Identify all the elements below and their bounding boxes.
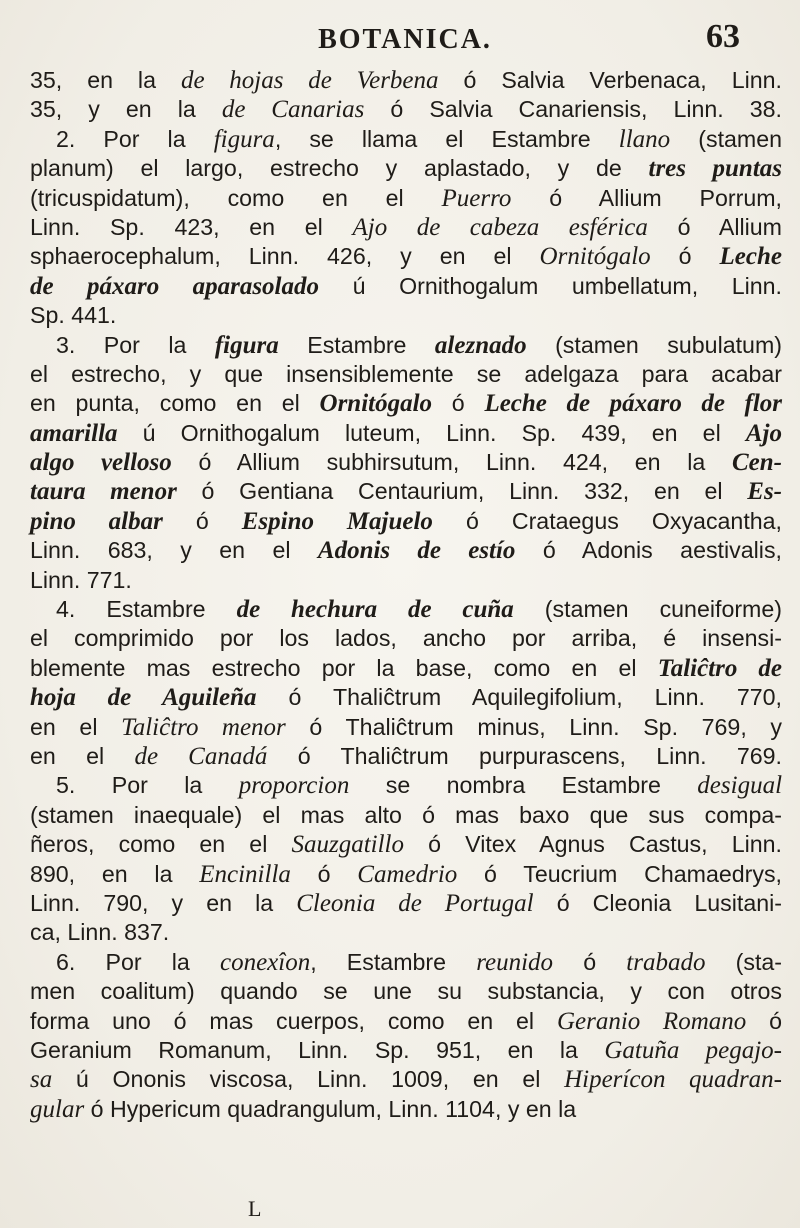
text-run: ú Ornithogalum umbellatum, Linn.: [319, 272, 783, 299]
text-run: ó Allium: [647, 213, 783, 240]
text-line: [30, 507, 782, 536]
text-run: en punta, como en el: [30, 390, 320, 417]
text-line: [30, 889, 782, 918]
text-run: ó Cleonia Lusitani-: [533, 889, 783, 916]
text-line: [30, 272, 782, 301]
text-run: (sta-: [705, 948, 783, 975]
text-line: [30, 713, 782, 742]
text-run: el comprimido por los lados, ancho por arriba, é insensi-: [30, 625, 782, 652]
text-line: [30, 801, 782, 830]
text-run: 6. Por la: [56, 948, 220, 975]
text-run: ó Salvia Canariensis, Linn. 38.: [364, 96, 782, 123]
emphasis-text: tres puntas: [648, 155, 783, 183]
emphasis-text: desigual: [697, 772, 783, 800]
running-title: BOTANICA.: [318, 24, 492, 55]
emphasis-text: pino albar: [30, 507, 163, 535]
text-line: [30, 683, 782, 712]
text-run: (tricuspidatum), como en el: [30, 184, 442, 211]
emphasis-text: Es-: [747, 478, 782, 506]
text-run: ó Teucrium Chamaedrys,: [457, 860, 782, 887]
emphasis-text: hoja de Aguileña: [30, 684, 257, 712]
text-line: [30, 301, 782, 330]
text-run: (stamen subulatum): [526, 331, 782, 358]
text-line: [30, 242, 782, 271]
text-line: [30, 742, 782, 771]
emphasis-text: Leche de páxaro de flor: [484, 390, 783, 418]
emphasis-text: Ajo de cabeza esférica: [352, 213, 648, 241]
text-run: ó: [162, 507, 242, 534]
text-run: 3. Por la: [56, 331, 215, 358]
text-line: [30, 154, 782, 183]
emphasis-text: figura: [214, 331, 279, 359]
emphasis-text: de Canarias: [221, 96, 365, 124]
text-run: Sp. 441.: [30, 302, 117, 329]
text-run: 4. Estambre: [56, 596, 237, 623]
emphasis-text: de Canadá: [134, 742, 268, 770]
emphasis-text: Puerro: [441, 184, 512, 212]
text-line: [30, 184, 782, 213]
text-line: [30, 830, 782, 859]
text-run: ó Allium Porrum,: [511, 184, 782, 211]
text-line: [30, 624, 782, 653]
text-run: en el: [30, 742, 135, 769]
text-run: Linn. Sp. 423, en el: [30, 213, 353, 240]
text-run: (stamen cuneiforme): [513, 596, 782, 623]
text-line: [30, 331, 782, 360]
emphasis-text: llano: [618, 125, 671, 153]
text-run: Linn. 771.: [30, 566, 132, 593]
text-run: ó Vitex Agnus Castus, Linn.: [404, 831, 782, 858]
emphasis-text: conexîon: [219, 948, 311, 976]
emphasis-text: Ornitógalo: [319, 390, 433, 418]
text-run: Geranium Romanum, Linn. Sp. 951, en la: [30, 1036, 605, 1063]
text-line: [30, 213, 782, 242]
text-line: [30, 654, 782, 683]
text-run: 2. Por la: [56, 125, 214, 152]
text-run: men coalitum) quando se une su substancia, y con otros: [30, 978, 782, 1005]
emphasis-text: Ornitógalo: [539, 243, 651, 271]
text-run: ó Thaliĉtrum minus, Linn. Sp. 769, y: [285, 713, 782, 740]
text-line: [30, 477, 782, 506]
text-line: [30, 860, 782, 889]
text-run: , Estambre: [310, 948, 477, 975]
text-line: [30, 1095, 782, 1124]
emphasis-text: Cleonia de Portugal: [296, 889, 534, 917]
emphasis-text: Ajo: [745, 419, 782, 447]
text-run: ó Adonis aestivalis,: [515, 537, 782, 564]
emphasis-text: Taliĉtro de: [657, 654, 782, 682]
text-run: Linn. 790, y en la: [30, 889, 297, 916]
text-run: planum) el largo, estrecho y aplastado, y de: [30, 155, 649, 182]
text-run: ó: [650, 243, 720, 270]
emphasis-text: Hiperícon quadran-: [564, 1066, 783, 1094]
emphasis-text: de páxaro aparasolado: [30, 272, 320, 300]
text-run: ó: [553, 948, 627, 975]
emphasis-text: gular: [30, 1095, 85, 1123]
text-run: ú Ornithogalum luteum, Linn. Sp. 439, en el: [117, 419, 746, 446]
text-run: ó Thaliĉtrum Aquilegifolium, Linn. 770,: [256, 684, 783, 711]
text-line: [30, 771, 782, 800]
text-run: ó Gentiana Centaurium, Linn. 332, en el: [176, 478, 748, 505]
text-line: [30, 1036, 782, 1065]
emphasis-text: trabado: [626, 948, 706, 976]
text-run: se nombra Estambre: [349, 772, 698, 799]
text-line: [30, 1007, 782, 1036]
text-run: ó Crataegus Oxyacantha,: [432, 507, 783, 534]
emphasis-text: Gatuña pegajo-: [604, 1036, 782, 1064]
text-line: [30, 66, 782, 95]
text-run: 35, y en la: [30, 96, 222, 123]
emphasis-text: Espino Majuelo: [241, 507, 433, 535]
emphasis-text: de hojas de Verbena: [180, 67, 439, 94]
emphasis-text: taura menor: [30, 478, 177, 506]
body-text: [30, 66, 782, 1124]
emphasis-text: Adonis de estío: [317, 537, 516, 565]
text-run: forma uno ó mas cuerpos, como en el: [30, 1007, 557, 1034]
emphasis-text: Geranio Romano: [556, 1007, 747, 1035]
text-line: [30, 977, 782, 1006]
text-line: [30, 948, 782, 977]
text-line: [30, 1065, 782, 1094]
text-run: ó: [746, 1007, 782, 1034]
text-run: (stamen: [670, 125, 783, 152]
text-line: [30, 419, 782, 448]
text-line: [30, 389, 782, 418]
text-line: [30, 360, 782, 389]
emphasis-text: reunido: [476, 948, 554, 976]
emphasis-text: de hechura de cuña: [236, 596, 514, 624]
text-run: ó: [290, 860, 358, 887]
text-run: 890, en la: [30, 860, 200, 887]
emphasis-text: Encinilla: [199, 860, 291, 888]
text-run: en el: [30, 713, 122, 740]
emphasis-text: Camedrio: [357, 860, 458, 888]
text-run: ú Ononis viscosa, Linn. 1009, en el: [52, 1066, 565, 1093]
text-run: ó Allium subhirsutum, Linn. 424, en la: [171, 449, 732, 476]
page-header: [40, 14, 770, 54]
emphasis-text: proporcion: [238, 772, 350, 800]
text-run: ñeros, como en el: [30, 831, 292, 858]
text-run: ca, Linn. 837.: [30, 919, 170, 946]
text-run: ó Salvia Verbenaca, Linn.: [438, 67, 782, 93]
emphasis-text: figura: [213, 125, 275, 153]
text-run: (stamen inaequale) el mas alto ó mas baxo que sus compa-: [30, 801, 782, 828]
text-run: sphaerocephalum, Linn. 426, y en el: [30, 243, 540, 270]
page-number: 63: [706, 18, 740, 55]
text-line: [30, 448, 782, 477]
text-run: blemente mas estrecho por la base, como en el: [30, 654, 658, 681]
emphasis-text: Taliĉtro menor: [121, 713, 286, 741]
text-run: , se llama el Estambre: [274, 125, 619, 152]
text-line: [30, 536, 782, 565]
text-run: ó Thaliĉtrum purpurascens, Linn. 769.: [267, 742, 782, 769]
text-run: 35, en la: [30, 67, 181, 93]
emphasis-text: amarilla: [30, 419, 118, 447]
text-run: ó Hypericum quadrangulum, Linn. 1104, y en la: [84, 1095, 577, 1122]
text-run: Linn. 683, y en el: [30, 537, 318, 564]
text-run: Estambre: [278, 331, 435, 358]
emphasis-text: Leche: [719, 243, 782, 271]
text-line: [30, 595, 782, 624]
signature-mark: L: [248, 1196, 262, 1221]
text-line: [30, 95, 782, 124]
emphasis-text: algo velloso: [30, 449, 172, 477]
emphasis-text: aleznado: [434, 331, 527, 359]
emphasis-text: Sauzgatillo: [291, 831, 404, 859]
text-run: el estrecho, y que insensiblemente se adelgaza para acabar: [30, 360, 782, 387]
text-run: 5. Por la: [56, 772, 239, 799]
text-line: [30, 566, 782, 595]
text-line: [30, 125, 782, 154]
text-line: [30, 918, 782, 947]
emphasis-text: Cen-: [732, 449, 782, 477]
text-run: ó: [432, 390, 485, 417]
emphasis-text: sa: [30, 1066, 53, 1094]
